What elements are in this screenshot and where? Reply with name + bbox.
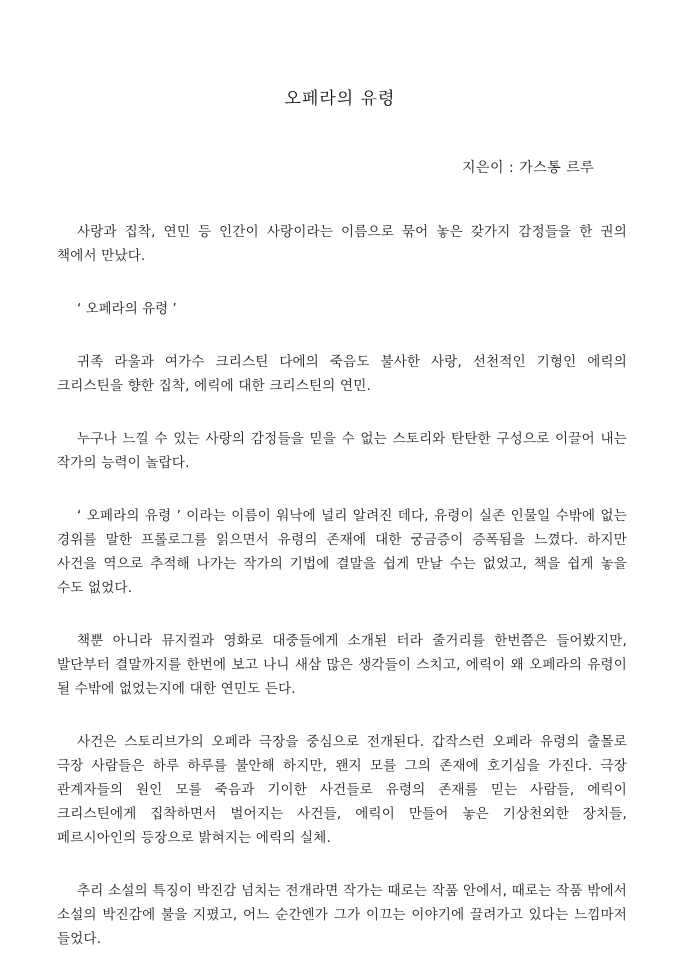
document-body (57, 220, 627, 980)
quoted-title: ‘ 오페라의 유령 ’ (77, 301, 177, 317)
author-line: 지은이 : 가스통 르루 (462, 160, 595, 176)
paragraph: 사건은 스토리브가의 오페라 극장을 중심으로 전개된다. 갑작스런 오페라 유령의 출몰로 극장 사람들은 하루 하루를 불안해 하지만, 왠지 모를 그의 존재에 호기심을 가진다. 극장 관계자들의 원인 모를 죽음과 기이한 사건들로 유령의 존재를 믿는 사람들, 에릭이 크리스틴에게 집착하면서 벌어지는 사건들, 에릭이 만들어 놓은 기상천외한 장치들, 페르시아인의 등장으로 밝혀지는 에릭의 실체. (57, 734, 627, 846)
paragraph: 귀족 라울과 여가수 크리스틴 다에의 죽음도 불사한 사랑, 선천적인 기형인 에릭의 크리스틴을 향한 집착, 에릭에 대한 크리스틴의 연민. (57, 354, 627, 394)
paragraph: 누구나 느낄 수 있는 사랑의 감정들을 믿을 수 없는 스토리와 탄탄한 구성으로 이끌어 내는 작가의 능력이 놀랍다. (57, 431, 627, 471)
paragraph: 사랑과 집착, 연민 등 인간이 사랑이라는 이름으로 묶어 놓은 갖가지 감정들을 한 권의 책에서 만났다. (57, 224, 627, 264)
paragraph: 추리 소설의 특징이 박진감 넘치는 전개라면 작가는 때로는 작품 안에서, 때로는 작품 밖에서 소설의 박진감에 불을 지폈고, 어느 순간엔가 그가 이끄는 이야기에 끌려가고 있다는 느낌마저 들었다. (57, 883, 627, 947)
paragraph: ‘ 오페라의 유령 ’ 이라는 이름이 워낙에 널리 알려진 데다, 유령이 실존 인물일 수밖에 없는 경위를 말한 프롤로그를 읽으면서 유령의 존재에 대한 궁금증이 증폭됨을 느꼈다. 하지만 사건을 역으로 추적해 나가는 작가의 기법에 결말을 쉽게 만날 수는 없었고, 책을 쉽게 놓을 수도 없었다. (57, 508, 627, 596)
document-title: 오페라의 유령 (284, 89, 396, 109)
paragraph: 책뿐 아니라 뮤지컬과 영화로 대중들에게 소개된 터라 줄거리를 한번쯤은 들어봤지만, 발단부터 결말까지를 한번에 보고 나니 새삼 많은 생각들이 스치고, 에릭이 왜 오페라의 유령이 될 수밖에 없었는지에 대한 연민도 든다. (57, 633, 627, 697)
